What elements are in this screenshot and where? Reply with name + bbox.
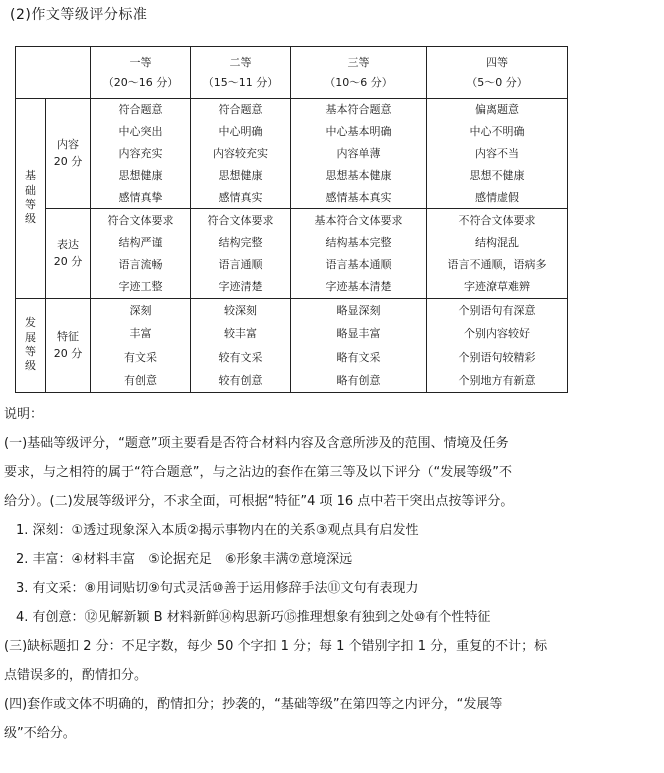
development-level-label: 发展等级 — [16, 299, 46, 393]
explanation-line: (三)缺标题扣 2 分：不足字数，每少 50 个字扣 1 分；每 1 个错别字扣 1 分，重复的不计；标 — [4, 639, 548, 654]
explanation-line: 要求，与之相符的属于“符合题意”，与之沾边的套作在第三等及以下评分（“发展等级”不 — [4, 465, 512, 480]
cell-feature-grade-3: 略显深刻 略显丰富 略有文采 略有创意 — [291, 299, 427, 393]
explanation-line: 给分）。(二)发展等级评分，不求全面，可根据“特征”4 项 16 点中若干突出点按等评分。 — [4, 494, 514, 509]
explanation-line: 2. 丰富：④材料丰富 ⑤论据充足 ⑥形象丰满⑦意境深远 — [16, 552, 353, 567]
explanation-heading: 说明： — [4, 407, 44, 422]
cell-expression-grade-4: 不符合文体要求 结构混乱 语言不通顺，语病多 字迹潦草难辨 — [427, 209, 568, 299]
cell-expression-grade-3: 基本符合文体要求 结构基本完整 语言基本通顺 字迹基本清楚 — [291, 209, 427, 299]
cell-feature-grade-4: 个别语句有深意 个别内容较好 个别语句较精彩 个别地方有新意 — [427, 299, 568, 393]
cell-content-grade-2: 符合题意 中心明确 内容较充实 思想健康 感情真实 — [191, 99, 291, 209]
cell-feature-grade-2: 较深刻 较丰富 较有文采 较有创意 — [191, 299, 291, 393]
header-grade-3: 三等 （10～6 分） — [291, 47, 427, 99]
header-grade-1: 一等 （20～16 分） — [91, 47, 191, 99]
cell-content-grade-1: 符合题意 中心突出 内容充实 思想健康 感情真挚 — [91, 99, 191, 209]
cell-content-grade-3: 基本符合题意 中心基本明确 内容单薄 思想基本健康 感情基本真实 — [291, 99, 427, 209]
explanation-line: (一)基础等级评分，“题意”项主要看是否符合材料内容及含意所涉及的范围、情境及任务 — [4, 436, 509, 451]
row-label-expression: 表达 20 分 — [46, 209, 91, 299]
row-label-content: 内容 20 分 — [46, 99, 91, 209]
basic-level-label: 基础等级 — [16, 99, 46, 299]
explanation-line: 点错误多的，酌情扣分。 — [4, 668, 148, 683]
cell-feature-grade-1: 深刻 丰富 有文采 有创意 — [91, 299, 191, 393]
explanation-line: (四)套作或文体不明确的，酌情扣分；抄袭的，“基础等级”在第四等之内评分，“发展等 — [4, 697, 503, 712]
header-grade-4: 四等 （5～0 分） — [427, 47, 568, 99]
cell-content-grade-4: 偏离题意 中心不明确 内容不当 思想不健康 感情虚假 — [427, 99, 568, 209]
grading-table — [15, 46, 568, 393]
row-label-feature: 特征 20 分 — [46, 299, 91, 393]
explanation-line: 级”不给分。 — [4, 726, 76, 741]
cell-expression-grade-2: 符合文体要求 结构完整 语言通顺 字迹清楚 — [191, 209, 291, 299]
header-grade-2: 二等 （15～11 分） — [191, 47, 291, 99]
explanation-section — [4, 400, 660, 748]
section-title: (2)作文等级评分标准 — [10, 7, 148, 23]
explanation-line: 1. 深刻：①透过现象深入本质②揭示事物内在的关系③观点具有启发性 — [16, 523, 419, 538]
cell-expression-grade-1: 符合文体要求 结构严谨 语言流畅 字迹工整 — [91, 209, 191, 299]
table-corner — [16, 47, 91, 99]
explanation-line: 3. 有文采：⑧用词贴切⑨句式灵活⑩善于运用修辞手法⑪文句有表现力 — [16, 581, 419, 596]
explanation-line: 4. 有创意：⑫见解新颖 B 材料新鲜⑭构思新巧⑮推理想象有独到之处⑩有个性特征 — [16, 610, 491, 625]
